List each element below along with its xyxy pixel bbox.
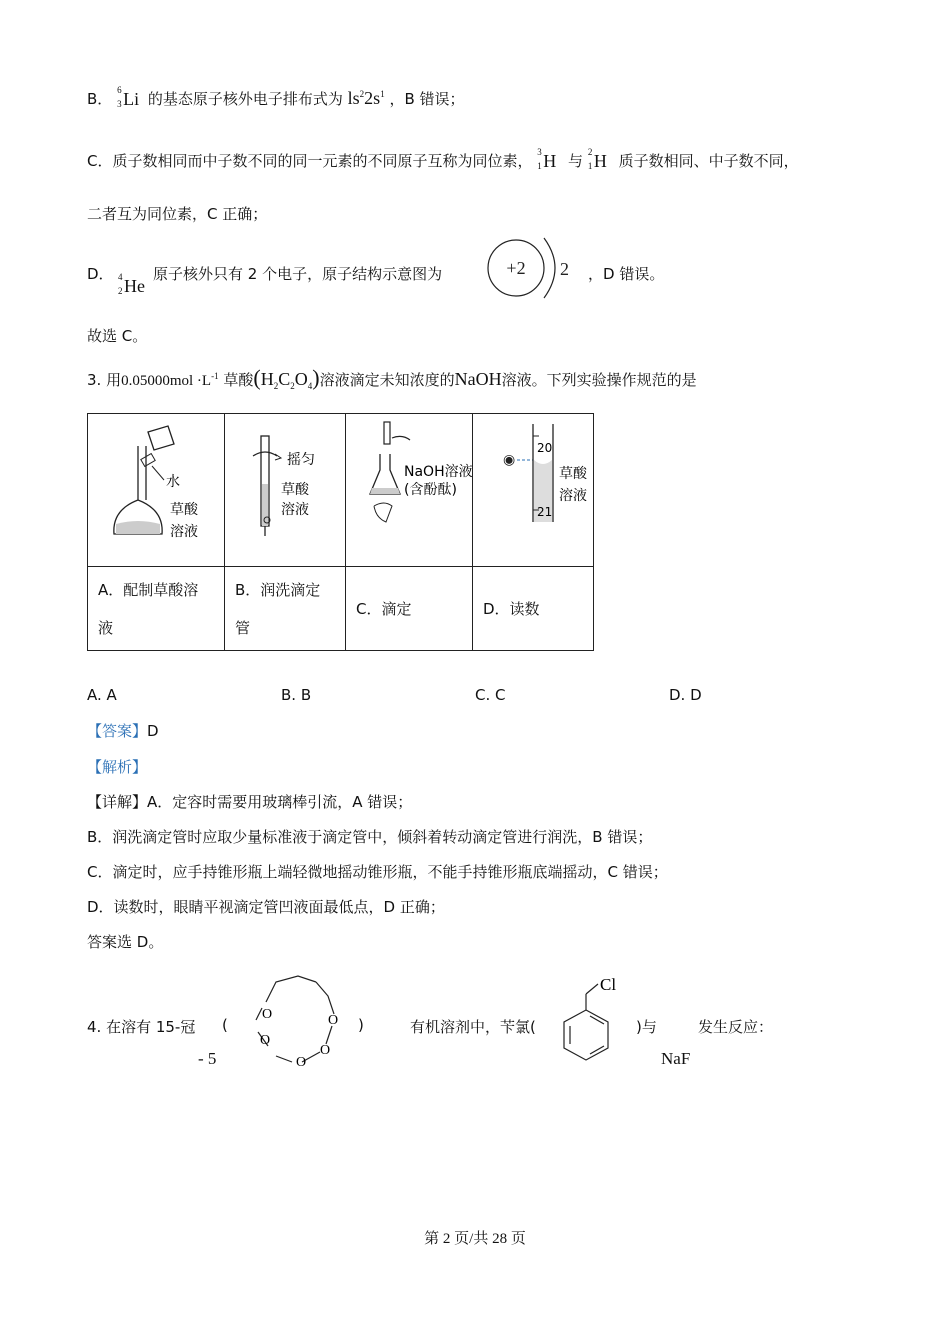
crown-o-5: O [260, 1033, 271, 1048]
line-c: C．质子数相同而中子数不同的同一元素的不同原子互称为同位素， 3 1 H 与 2 1 H 质子数相同、中子数不同， [87, 146, 799, 171]
q4-paren-open: ( [222, 1016, 228, 1034]
question-3-stem: 3. 用$0.05000mol \cdot L^{-1}$ 草酸$(H_2C_2O_4)$溶液滴定未知浓度的NaOH溶液。下列实验操作规范的是 [87, 365, 697, 391]
li-nuclide: 6 3 Li [117, 84, 140, 109]
h3-nuclide: 3 1 H [537, 146, 557, 171]
experiment-table [87, 413, 594, 651]
crown-o-4: O [296, 1055, 307, 1070]
svg-text:溶液: 溶液 [170, 524, 198, 540]
svg-text:草酸: 草酸 [559, 466, 587, 482]
option-a[interactable]: A. A [87, 686, 117, 704]
caption-d: D．读数 [473, 567, 594, 651]
nucleus-charge: +2 [506, 258, 526, 278]
svg-text:(含酚酞): (含酚酞) [404, 482, 457, 498]
option-c[interactable]: C. C [475, 686, 506, 704]
figure-d [473, 414, 594, 567]
svg-text:◉: ◉ [503, 452, 516, 468]
svg-text:草酸: 草酸 [281, 482, 309, 498]
svg-text:溶液: 溶液 [559, 488, 587, 504]
b-text2: ，B 错误； [389, 90, 465, 108]
crown-ether-structure [236, 962, 354, 1072]
water-label: 水 [166, 474, 180, 490]
figure-a [88, 414, 225, 567]
shell-electrons: 2 [560, 259, 569, 279]
crown-o-3: O [320, 1043, 331, 1058]
b-prefix: B． [87, 90, 113, 108]
line-d: D． [87, 265, 114, 283]
conclusion: 答案选 D。 [87, 933, 164, 951]
d-text2: ，D 错误。 [588, 265, 665, 283]
q4-mid: 有机溶剂中，苄氯( [410, 1018, 536, 1036]
detail-b: B．润洗滴定管时应取少量标准液于滴定管中，倾斜着转动滴定管进行润洗，B 错误； [87, 828, 653, 846]
he-nuclide: 4 2 He [118, 272, 145, 296]
option-b[interactable]: B. B [281, 686, 312, 704]
atomic-structure-diagram [484, 234, 584, 302]
line-b [87, 84, 465, 111]
page-footer: 第 2 页/共 28 页 [424, 1231, 526, 1247]
detail-a: 【详解】A．定容时需要用玻璃棒引流，A 错误； [87, 793, 413, 811]
gu-xuan: 故选 C。 [87, 327, 148, 345]
detail-c: C．滴定时，应手持锥形瓶上端轻微地摇动锥形瓶，不能手持锥形瓶底端摇动，C 错误； [87, 863, 668, 881]
svg-text:NaOH溶液: NaOH溶液 [404, 464, 472, 480]
option-d[interactable]: D. D [669, 686, 702, 704]
svg-text:20: 20 [537, 441, 553, 455]
line-c2: 二者互为同位素，C 正确； [87, 205, 268, 223]
electron-config: $ls^22s^1$ [347, 88, 385, 108]
caption-a: A．配制草酸溶 液 [88, 567, 225, 651]
detail-d: D．读数时，眼睛平视滴定管凹液面最低点，D 正确； [87, 898, 445, 916]
svg-text:溶液: 溶液 [281, 502, 309, 518]
crown-o-1: O [262, 1007, 273, 1022]
h2-nuclide: 2 1 H [587, 146, 607, 171]
svg-text:21: 21 [537, 505, 553, 519]
q4-after-benzyl: )与 [636, 1018, 657, 1036]
figure-b [225, 414, 346, 567]
caption-b: B．润洗滴定 管 [225, 567, 346, 651]
svg-text:草酸: 草酸 [170, 502, 198, 518]
benzyl-chloride-structure [552, 970, 636, 1074]
analysis-label: 【解析】 [87, 758, 148, 776]
shake-label: 摇匀 [287, 452, 315, 468]
q4-paren-close: ) [358, 1016, 364, 1034]
caption-c: C．滴定 [346, 567, 473, 651]
q4-end: 发生反应： [698, 1018, 774, 1036]
q4-start: 4. 在溶有 15-冠 [87, 1018, 196, 1036]
d-text1: 原子核外只有 2 个电子，原子结构示意图为 [153, 265, 443, 283]
cl-label: Cl [600, 975, 617, 994]
answer-line: 【答案】D [87, 722, 159, 740]
crown-o-2: O [328, 1013, 339, 1028]
q4-naf: NaF [661, 1049, 691, 1068]
q4-dash5: - 5 [198, 1049, 217, 1068]
b-text1: 的基态原子核外电子排布式为 [147, 90, 343, 108]
figure-c [346, 414, 473, 567]
